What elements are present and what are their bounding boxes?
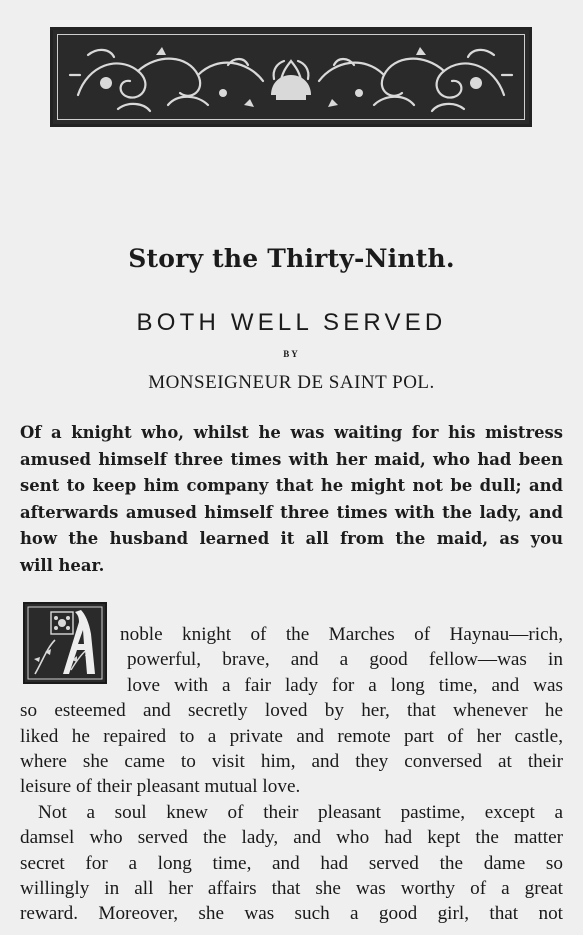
story-headline: BOTH WELL SERVED bbox=[136, 309, 447, 336]
argument-line: sent to keep him company that he might not be dull; and bbox=[20, 476, 563, 495]
body-line: liked he repaired to a private and remote part of her castle, bbox=[20, 725, 563, 747]
argument-line: afterwards amused himself three times with the lady, and bbox=[20, 502, 563, 522]
body-line: so esteemed and secretly loved by her, that whenever he bbox=[20, 700, 563, 722]
body-line: leisure of their pleasant mutual love. bbox=[20, 776, 301, 798]
ornamental-banner bbox=[50, 27, 532, 127]
body-line: reward. Moreover, she was such a good girl, that not bbox=[20, 903, 563, 925]
body-line: Not a soul knew of their pleasant pastime, except a bbox=[38, 801, 563, 823]
story-body bbox=[20, 622, 563, 927]
body-line: damsel who served the lady, and who had kept the matter bbox=[20, 827, 563, 849]
body-line: where she came to visit him, and they conversed at their bbox=[20, 750, 563, 772]
argument-line: amused himself three times with her maid, who had been bbox=[20, 449, 563, 469]
banner-frame bbox=[57, 34, 525, 120]
body-line: noble knight of the Marches of Haynau—rich, bbox=[120, 624, 563, 645]
story-argument bbox=[20, 420, 563, 579]
argument-line: how the husband learned it all from the maid, as you bbox=[20, 529, 563, 548]
argument-line: Of a knight who, whilst he was waiting for his mistress bbox=[20, 423, 563, 442]
body-line: powerful, brave, and a good fellow—was in bbox=[127, 649, 563, 671]
by-line: BY bbox=[283, 349, 300, 359]
body-line: secret for a long time, and had served the dame so bbox=[20, 852, 563, 874]
body-line: willingly in all her affairs that she was worthy of a great bbox=[20, 877, 563, 899]
author-name: MONSEIGNEUR DE SAINT POL. bbox=[148, 372, 435, 393]
scroll-ornament-icon bbox=[58, 35, 524, 119]
argument-line: will hear. bbox=[20, 555, 105, 575]
story-title: Story the Thirty-Ninth. bbox=[128, 244, 455, 273]
body-line: love with a fair lady for a long time, and was bbox=[127, 674, 563, 696]
